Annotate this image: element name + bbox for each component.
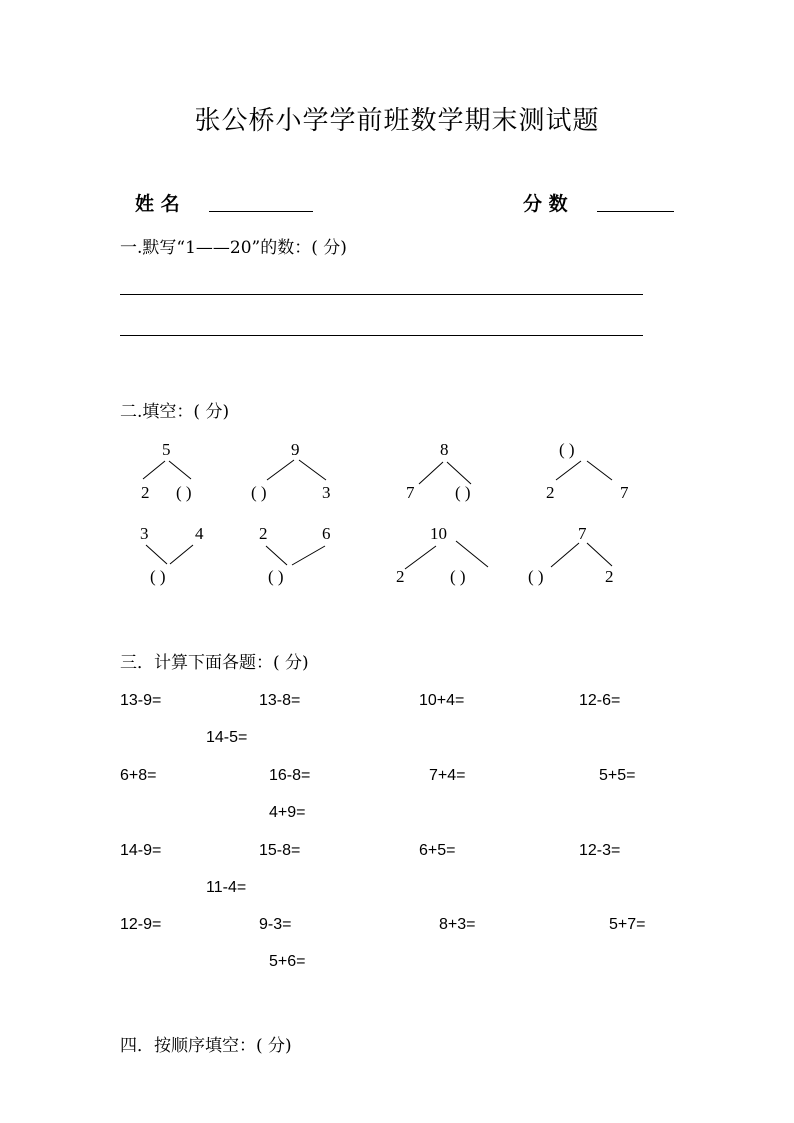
math-problem: 12-3= bbox=[579, 842, 621, 859]
math-problem: 6+5= bbox=[419, 842, 456, 859]
section-2-heading: 二.填空：( 分) bbox=[120, 402, 230, 422]
section-3-heading: 三．计算下面各题：( 分) bbox=[120, 653, 309, 673]
bond-left: 2 bbox=[259, 524, 268, 543]
math-problem: 12-9= bbox=[120, 916, 162, 933]
score-label: 分 数 bbox=[523, 193, 568, 215]
bond-line bbox=[587, 543, 612, 566]
bond-line bbox=[405, 546, 436, 569]
page-title: 张公桥小学学前班数学期末测试题 bbox=[194, 106, 600, 136]
math-problem: 4+9= bbox=[269, 804, 306, 821]
bond-line bbox=[556, 461, 581, 480]
bond-left: ( ) bbox=[528, 567, 544, 586]
bond-top: 10 bbox=[430, 524, 447, 543]
name-label: 姓 名 bbox=[135, 193, 180, 215]
bond-left: ( ) bbox=[251, 483, 267, 502]
math-problem: 14-5= bbox=[206, 729, 248, 746]
math-problem: 5+7= bbox=[609, 916, 646, 933]
math-problem: 15-8= bbox=[259, 842, 301, 859]
bond-right: 3 bbox=[322, 483, 331, 502]
bond-line bbox=[169, 461, 191, 479]
bond-line bbox=[299, 460, 326, 480]
bond-top: 8 bbox=[440, 440, 449, 459]
math-problem: 7+4= bbox=[429, 767, 466, 784]
bond-top: 5 bbox=[162, 440, 171, 459]
math-problem: 5+5= bbox=[599, 767, 636, 784]
bond-line bbox=[456, 541, 488, 567]
bond-right: 2 bbox=[605, 567, 614, 586]
bond-line bbox=[551, 543, 579, 567]
bond-right: ( ) bbox=[455, 483, 471, 502]
bond-right: 6 bbox=[322, 524, 331, 543]
bond-line bbox=[447, 462, 471, 484]
bond-top: ( ) bbox=[559, 440, 575, 459]
bond-line bbox=[146, 545, 167, 564]
bond-line bbox=[587, 461, 612, 480]
bond-line bbox=[292, 546, 325, 565]
math-problem: 13-8= bbox=[259, 692, 301, 709]
math-problem: 14-9= bbox=[120, 842, 162, 859]
math-problem: 5+6= bbox=[269, 953, 306, 970]
bond-line bbox=[170, 545, 193, 564]
section-4-heading: 四．按顺序填空：( 分) bbox=[120, 1036, 292, 1056]
bond-bottom: ( ) bbox=[268, 567, 284, 586]
math-problem: 10+4= bbox=[419, 692, 465, 709]
math-problem: 12-6= bbox=[579, 692, 621, 709]
math-problem: 13-9= bbox=[120, 692, 162, 709]
bond-top: 9 bbox=[291, 440, 300, 459]
bond-right: 4 bbox=[195, 524, 204, 543]
bond-bottom: ( ) bbox=[150, 567, 166, 586]
bond-line bbox=[266, 546, 287, 565]
bond-left: 2 bbox=[396, 567, 405, 586]
bond-line bbox=[267, 460, 294, 480]
bond-line bbox=[419, 462, 443, 484]
bond-left: 2 bbox=[141, 483, 150, 502]
math-problem: 11-4= bbox=[206, 879, 247, 896]
bond-right: ( ) bbox=[176, 483, 192, 502]
math-problem: 8+3= bbox=[439, 916, 476, 933]
math-problem: 16-8= bbox=[269, 767, 311, 784]
bond-left: 7 bbox=[406, 483, 415, 502]
math-problem: 9-3= bbox=[259, 916, 292, 933]
bond-left: 3 bbox=[140, 524, 149, 543]
bond-top: 7 bbox=[578, 524, 587, 543]
bond-left: 2 bbox=[546, 483, 555, 502]
bond-right: ( ) bbox=[450, 567, 466, 586]
bond-right: 7 bbox=[620, 483, 629, 502]
bond-line bbox=[143, 461, 165, 479]
math-problem: 6+8= bbox=[120, 767, 157, 784]
section-1-heading: 一.默写“1——20”的数：( 分) bbox=[120, 238, 347, 258]
